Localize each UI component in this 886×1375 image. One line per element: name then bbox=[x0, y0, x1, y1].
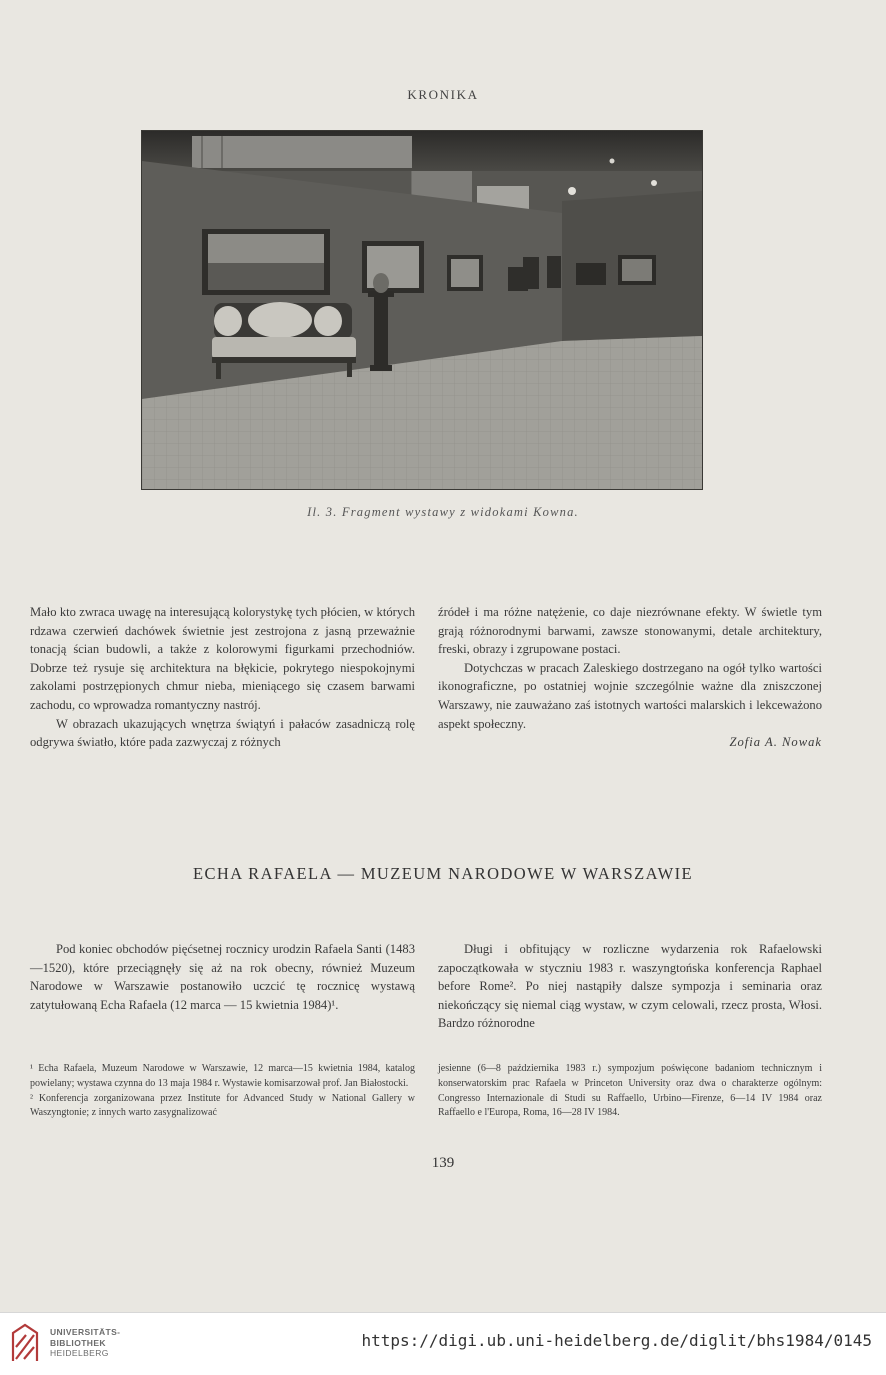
paragraph: W obrazach ukazujących wnętrza świątyń i pałaców zasadniczą rolę odgrywa światło, które pada zazwyczaj z różnych bbox=[30, 716, 415, 750]
paragraph: źródeł i ma różne natężenie, co daje niezrównane efekty. W świetle tym grają różnorodnymi barwami, zawsze stonowanymi, detale architektury, freski, obrazy i zgrupowane postaci. bbox=[438, 605, 822, 657]
library-name-line: BIBLIOTHEK bbox=[50, 1337, 106, 1348]
footnote-2-continued: jesienne (6—8 października 1983 r.) sympozjum poświęcone badaniom technicznym i konserwatorskim prac Rafaela w Princeton University oraz dwa o charakterze ogólnym: Congresso Internazionale di Studi su Raffaello, Urbino—Firenze, 6—14 IV 1984 oraz Raffaello e l'Europa, Roma, 16—28 IV 1984. bbox=[438, 1063, 822, 1119]
exhibition-hall-illustration bbox=[142, 131, 702, 489]
paragraph: Pod koniec obchodów pięćsetnej rocznicy urodzin Rafaela Santi (1483—1520), które przeciągnęły się aż na rok obecny, również Muzeum Narodowe w Warszawie postanowiło uczcić tę rocznicę wystawą zatytułowaną Echa Rafaela (12 marca — 15 kwietnia 1984)¹. bbox=[30, 942, 415, 1012]
paragraph: Długi i obfitujący w rozliczne wydarzenia rok Rafaelowski zapoczątkowała w styczniu 1983 r. waszyngtońska konferencja Raphael before Rome². Po niej nastąpiły dalsze sympozja i seminaria oraz niekończący się niemal ciąg wystaw, w czym celowali, rzecz prosta, Włosi. Bardzo różnorodne bbox=[438, 942, 822, 1031]
article2-column-left bbox=[30, 940, 415, 1014]
library-name-line: HEIDELBERG bbox=[50, 1348, 109, 1358]
paragraph: Dotychczas w pracach Zaleskiego dostrzegano na ogół tylko wartości ikonograficzne, po ostatniej wojnie szczególnie ważne dla zniszczonej Warszawy, nie zauważano zaś istotnych wartości malarskich i lekceważono aspekt społeczny. bbox=[438, 660, 822, 731]
article1-column-right bbox=[438, 603, 822, 752]
footnote-1: ¹ Echa Rafaela, Muzeum Narodowe w Warszawie, 12 marca—15 kwietnia 1984, katalog powielany; wystawa czynna do 13 maja 1984 r. Wystawie komisarzował prof. Jan Białostocki. bbox=[30, 1063, 415, 1089]
footnotes-left bbox=[30, 1062, 415, 1121]
viewer-footer bbox=[0, 1312, 886, 1375]
section-title: ECHA RAFAELA — MUZEUM NARODOWE W WARSZAWIE bbox=[193, 864, 693, 883]
library-name-line: UNIVERSITÄTS- bbox=[50, 1327, 121, 1337]
library-name bbox=[50, 1327, 120, 1359]
author-signature: Zofia A. Nowak bbox=[729, 735, 822, 750]
university-library-logo-icon[interactable] bbox=[10, 1321, 40, 1367]
running-head: KRONIKA bbox=[407, 87, 479, 102]
paragraph: Mało kto zwraca uwagę na interesującą kolorystykę tych płócien, w których rdzawa czerwień dachówek świetnie jest zestrojona z jasną przeważnie tonacją ścian budowli, a także z kolorowymi figurkami przechodniów. Dobrze też rysuje się architektura na błękicie, pokrytego niespokojnymi zakolami postrzępionych chmur nieba, mieniącego się czasem barwami zachodu, co wprowadza romantyczny nastrój. bbox=[30, 605, 415, 712]
document-url-link[interactable]: https://digi.ub.uni-heidelberg.de/diglit/bhs1984/0145 bbox=[361, 1331, 872, 1350]
page-number: 139 bbox=[431, 1155, 455, 1171]
figure-caption: Il. 3. Fragment wystawy z widokami Kowna. bbox=[307, 505, 579, 519]
exhibition-photo bbox=[142, 131, 702, 489]
article2-column-right bbox=[438, 940, 822, 1033]
footnotes-right bbox=[438, 1062, 822, 1121]
article1-column-left bbox=[30, 603, 415, 752]
footnote-2: ² Konferencja zorganizowana przez Institute for Advanced Study w National Gallery w Waszyngtonie; z innych warto zasygnalizować bbox=[30, 1092, 415, 1119]
